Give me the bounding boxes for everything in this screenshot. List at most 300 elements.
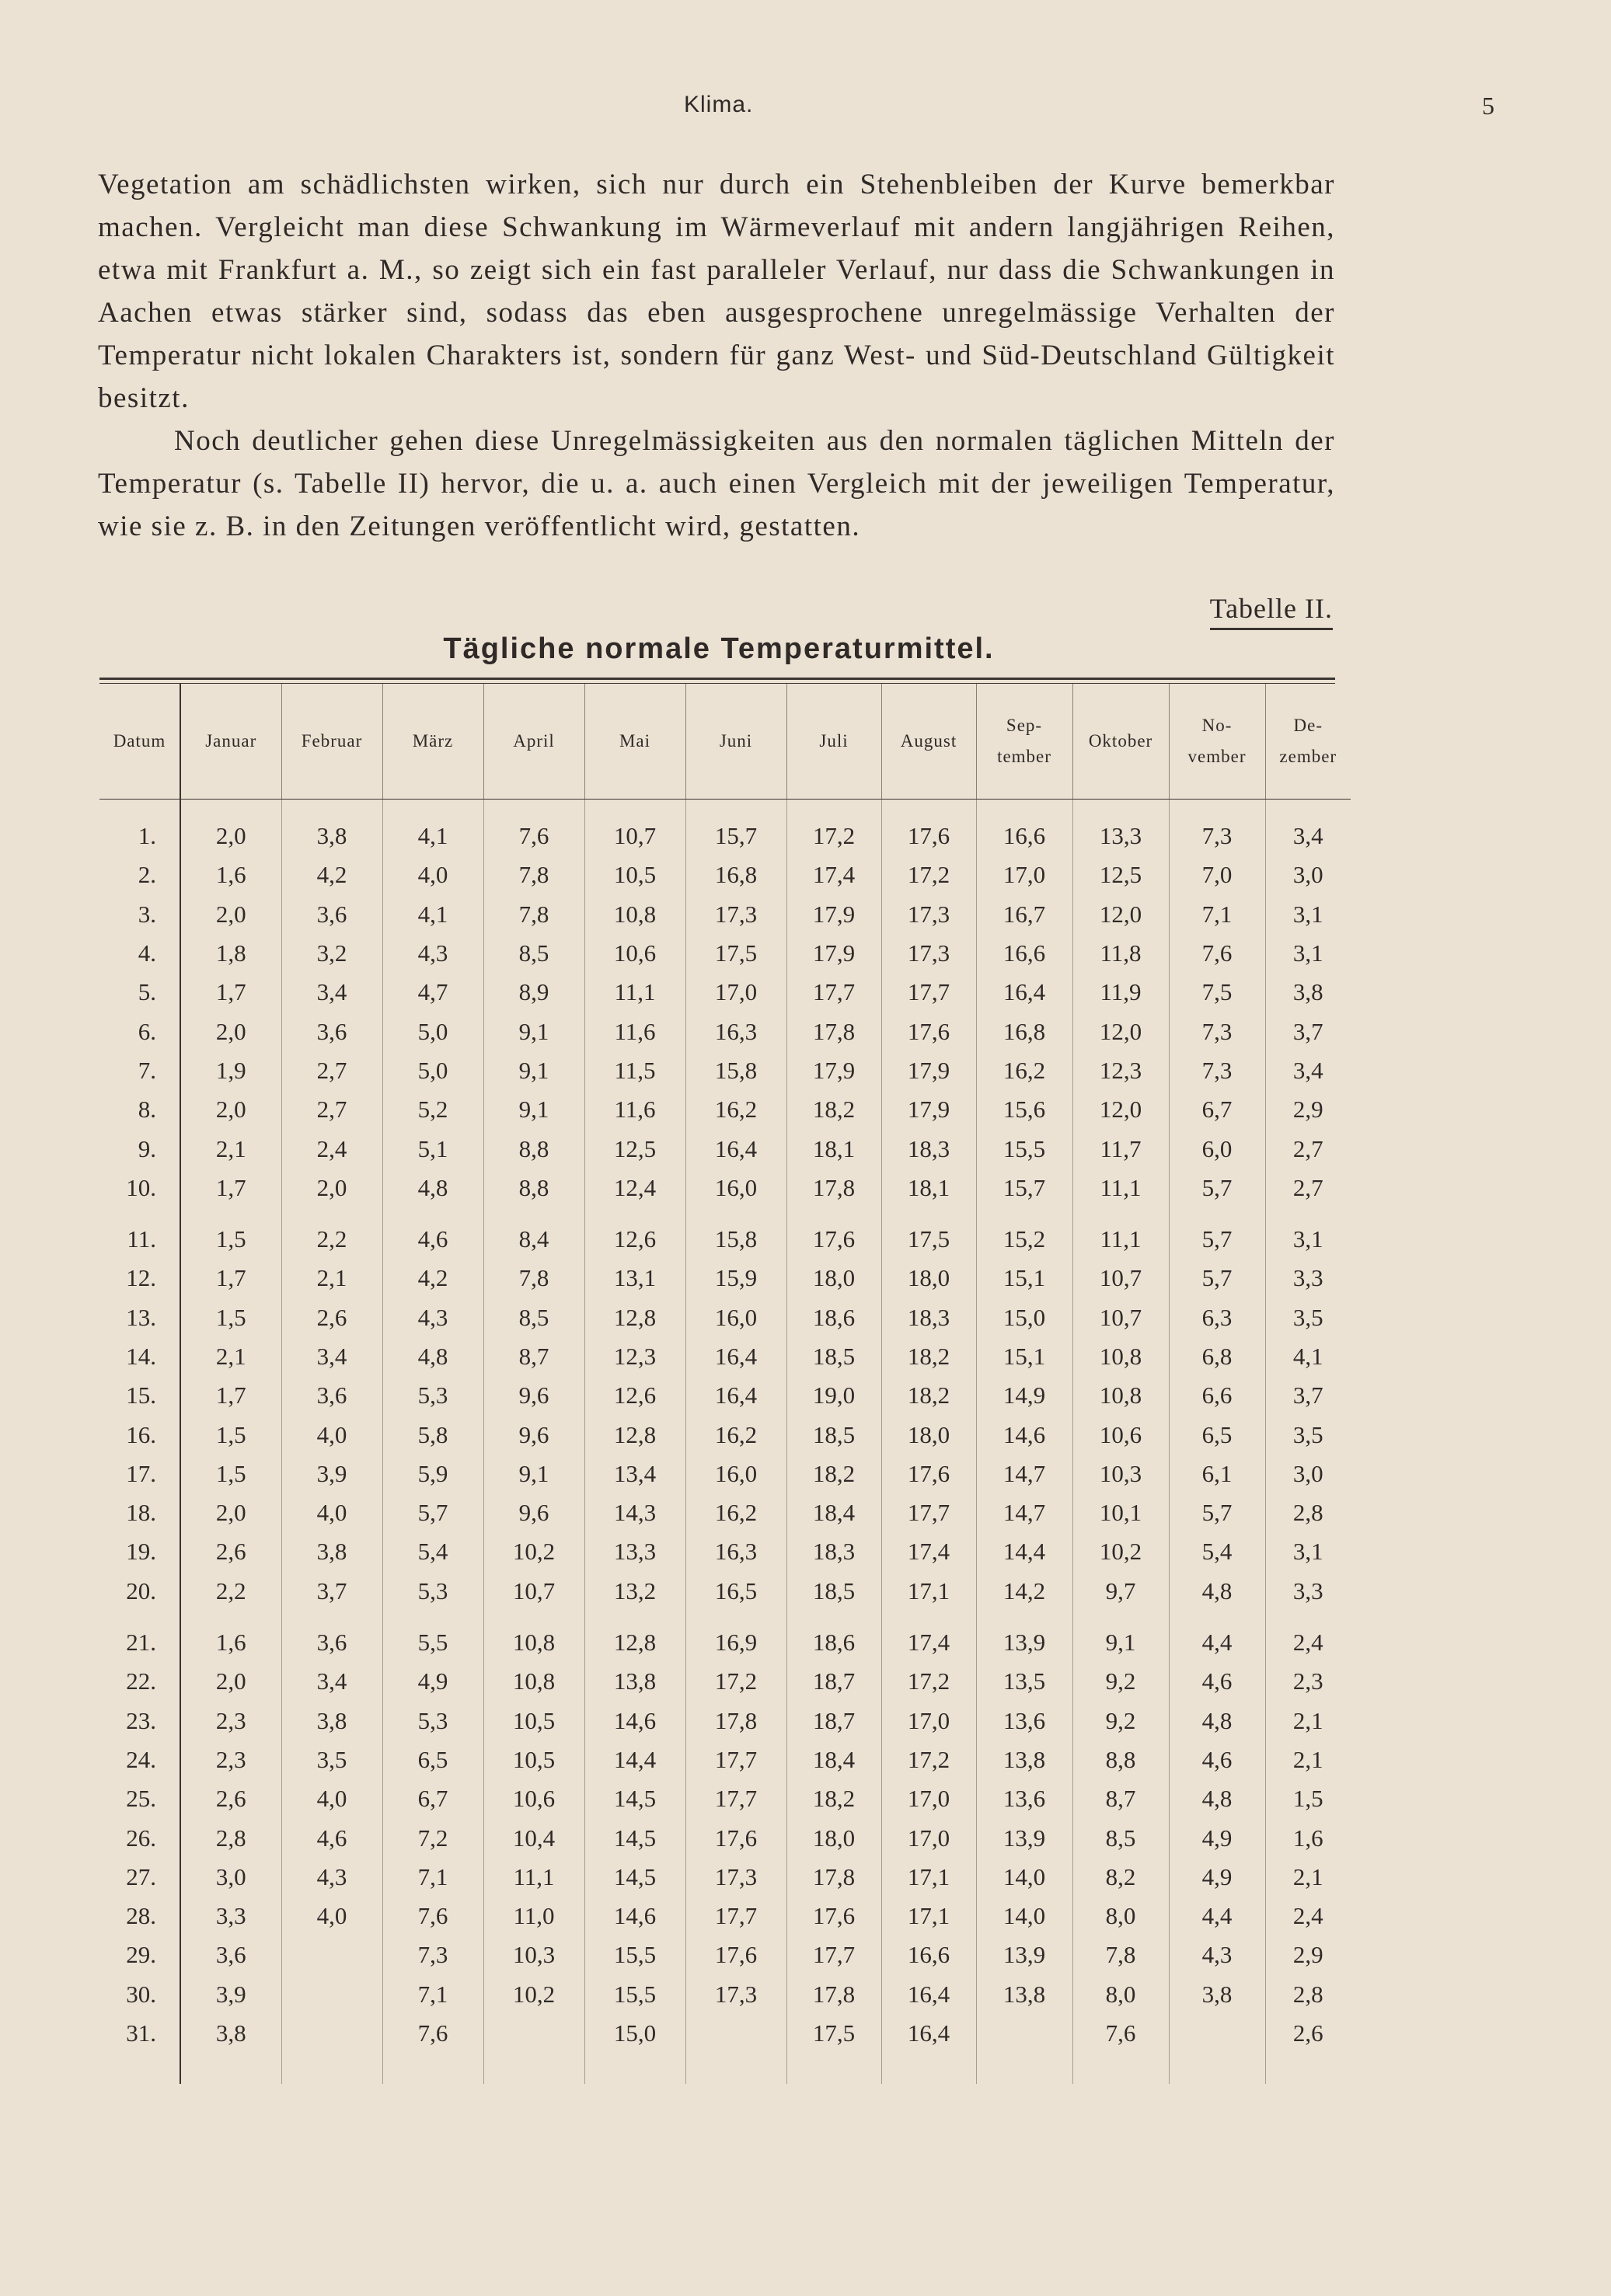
temperature-cell: 7,1 [382,1975,483,2014]
column-header-month: Juni [685,684,786,800]
temperature-cell: 17,3 [685,1975,786,2014]
temperature-cell: 17,0 [881,1702,976,1740]
temperature-cell: 17,1 [881,1858,976,1897]
date-cell: 6. [99,1012,180,1050]
temperature-cell: 17,6 [786,1207,881,1259]
temperature-cell: 2,4 [1265,1897,1351,1935]
temperature-cell: 10,5 [483,1740,584,1779]
temperature-cell: 16,0 [685,1169,786,1207]
temperature-cell: 4,6 [1169,1662,1265,1701]
temperature-cell: 14,2 [976,1572,1072,1611]
temperature-cell: 3,7 [1265,1376,1351,1415]
temperature-cell: 4,8 [1169,1702,1265,1740]
temperature-cell: 17,8 [786,1012,881,1050]
temperature-cell: 4,0 [281,1415,382,1454]
column-header-month: Januar [180,684,281,800]
temperature-cell: 8,7 [1072,1779,1169,1818]
table-row [99,1455,1351,1493]
temperature-cell: 6,7 [382,1779,483,1818]
temperature-cell: 2,6 [281,1298,382,1337]
temperature-cell: 17,4 [881,1532,976,1571]
temperature-cell: 1,5 [180,1207,281,1259]
temperature-cell: 1,6 [180,1611,281,1662]
date-cell: 23. [99,1702,180,1740]
temperature-cell: 3,6 [180,1935,281,1974]
temperature-cell: 4,0 [382,855,483,894]
temperature-cell: 10,5 [584,855,685,894]
temperature-cell: 14,5 [584,1818,685,1857]
temperature-cell: 13,2 [584,1572,685,1611]
temperature-cell: 13,9 [976,1818,1072,1857]
temperature-cell: 3,3 [1265,1259,1351,1298]
temperature-cell: 1,5 [180,1298,281,1337]
temperature-cell: 4,1 [382,800,483,856]
date-cell: 2. [99,855,180,894]
temperature-cell: 15,5 [976,1129,1072,1168]
temperature-cell: 2,2 [180,1572,281,1611]
temperature-cell: 7,3 [1169,1051,1265,1090]
temperature-cell: 17,8 [786,1975,881,2014]
temperature-cell: 8,0 [1072,1897,1169,1935]
temperature-cell: 17,7 [786,973,881,1012]
temperature-cell: 13,6 [976,1702,1072,1740]
temperature-cell: 7,6 [483,800,584,856]
temperature-cell: 3,0 [180,1858,281,1897]
table-row [99,1897,1351,1935]
temperature-cell: 13,8 [976,1975,1072,2014]
date-cell: 18. [99,1493,180,1532]
temperature-cell: 15,1 [976,1259,1072,1298]
temperature-cell: 18,2 [786,1455,881,1493]
temperature-cell: 15,8 [685,1207,786,1259]
temperature-cell: 1,5 [180,1415,281,1454]
temperature-cell: 10,4 [483,1818,584,1857]
table-top-rule [99,678,1335,680]
temperature-cell: 17,2 [786,800,881,856]
temperature-cell: 17,7 [685,1897,786,1935]
temperature-cell: 17,6 [685,1935,786,1974]
temperature-cell: 17,6 [881,800,976,856]
table-label: Tabelle II. [1210,592,1333,630]
temperature-cell: 17,6 [786,1897,881,1935]
temperature-cell: 12,8 [584,1611,685,1662]
temperature-cell: 16,4 [685,1337,786,1376]
temperature-cell: 5,5 [382,1611,483,1662]
temperature-cell: 2,1 [1265,1858,1351,1897]
temperature-cell: 16,2 [976,1051,1072,1090]
temperature-cell: 17,6 [881,1012,976,1050]
temperature-cell: 3,1 [1265,895,1351,934]
temperature-cell: 3,9 [281,1455,382,1493]
temperature-cell: 2,3 [180,1702,281,1740]
temperature-cell: 2,6 [180,1779,281,1818]
temperature-cell: 7,3 [1169,800,1265,856]
temperature-cell: 16,4 [976,973,1072,1012]
table-row [99,855,1351,894]
table-row [99,1572,1351,1611]
temperature-cell: 6,5 [1169,1415,1265,1454]
temperature-cell: 3,1 [1265,1532,1351,1571]
temperature-cell: 7,1 [382,1858,483,1897]
temperature-cell: 3,3 [1265,1572,1351,1611]
temperature-cell: 4,6 [1169,1740,1265,1779]
column-header-month: De- zember [1265,684,1351,800]
temperature-cell: 10,7 [1072,1298,1169,1337]
temperature-cell: 16,6 [976,800,1072,856]
date-cell: 17. [99,1455,180,1493]
temperature-cell: 18,0 [786,1259,881,1298]
temperature-cell: 12,5 [584,1129,685,1168]
temperature-cell: 16,6 [881,1935,976,1974]
temperature-cell: 3,0 [1265,855,1351,894]
temperature-cell: 11,1 [483,1858,584,1897]
temperature-cell: 3,9 [180,1975,281,2014]
temperature-cell: 17,9 [786,934,881,973]
temperature-cell: 3,5 [1265,1415,1351,1454]
temperature-cell: 4,9 [1169,1858,1265,1897]
temperature-cell: 3,7 [281,1572,382,1611]
temperature-cell: 12,8 [584,1298,685,1337]
temperature-cell: 3,7 [1265,1012,1351,1050]
temperature-cell: 5,3 [382,1376,483,1415]
temperature-cell: 10,7 [1072,1259,1169,1298]
column-header-month: Februar [281,684,382,800]
temperature-cell: 11,9 [1072,973,1169,1012]
temperature-cell: 17,9 [881,1051,976,1090]
temperature-cell: 1,5 [1265,1779,1351,1818]
temperature-cell: 3,6 [281,895,382,934]
temperature-grid [99,684,1351,2084]
temperature-cell: 16,2 [685,1090,786,1129]
temperature-cell: 10,8 [483,1662,584,1701]
temperature-cell: 4,3 [1169,1935,1265,1974]
temperature-cell: 18,0 [881,1415,976,1454]
temperature-cell [685,2014,786,2084]
temperature-cell: 2,1 [180,1129,281,1168]
temperature-cell: 12,5 [1072,855,1169,894]
temperature-cell: 17,7 [685,1740,786,1779]
temperature-cell: 5,7 [382,1493,483,1532]
date-cell: 24. [99,1740,180,1779]
temperature-cell: 19,0 [786,1376,881,1415]
temperature-cell: 15,6 [976,1090,1072,1129]
temperature-cell: 10,8 [483,1611,584,1662]
temperature-cell: 10,2 [1072,1532,1169,1571]
date-cell: 31. [99,2014,180,2084]
temperature-cell: 13,4 [584,1455,685,1493]
temperature-cell: 17,0 [976,855,1072,894]
temperature-cell: 3,8 [1169,1975,1265,2014]
temperature-cell: 9,1 [1072,1611,1169,1662]
table-row [99,1975,1351,2014]
temperature-cell: 12,8 [584,1415,685,1454]
temperature-cell: 6,7 [1169,1090,1265,1129]
temperature-cell: 5,7 [1169,1259,1265,1298]
temperature-cell: 3,6 [281,1012,382,1050]
temperature-cell: 14,4 [976,1532,1072,1571]
date-cell: 7. [99,1051,180,1090]
table-row [99,1662,1351,1701]
temperature-cell: 12,0 [1072,895,1169,934]
temperature-cell: 17,9 [786,1051,881,1090]
temperature-cell: 6,0 [1169,1129,1265,1168]
temperature-cell: 1,7 [180,973,281,1012]
temperature-cell: 3,1 [1265,934,1351,973]
temperature-cell: 11,5 [584,1051,685,1090]
temperature-cell: 16,4 [881,1975,976,2014]
temperature-cell: 2,1 [1265,1740,1351,1779]
temperature-cell: 7,3 [1169,1012,1265,1050]
temperature-cell: 17,1 [881,1572,976,1611]
date-cell: 30. [99,1975,180,2014]
temperature-cell: 7,1 [1169,895,1265,934]
temperature-cell [281,1935,382,1974]
date-cell: 27. [99,1858,180,1897]
temperature-cell: 13,9 [976,1935,1072,1974]
temperature-cell: 6,8 [1169,1337,1265,1376]
temperature-cell: 17,4 [786,855,881,894]
temperature-cell: 14,6 [584,1897,685,1935]
temperature-cell: 18,0 [786,1818,881,1857]
temperature-cell: 4,0 [281,1493,382,1532]
temperature-cell: 17,8 [786,1169,881,1207]
temperature-cell: 16,5 [685,1572,786,1611]
table-row [99,1935,1351,1974]
temperature-cell [281,2014,382,2084]
temperature-cell: 6,5 [382,1740,483,1779]
table-row [99,1129,1351,1168]
temperature-cell: 16,6 [976,934,1072,973]
temperature-cell: 16,3 [685,1532,786,1571]
temperature-cell: 14,7 [976,1493,1072,1532]
temperature-cell: 11,7 [1072,1129,1169,1168]
temperature-cell: 2,0 [180,1662,281,1701]
column-header-month: No- vember [1169,684,1265,800]
temperature-cell: 15,7 [685,800,786,856]
temperature-cell: 12,0 [1072,1090,1169,1129]
temperature-cell: 17,9 [881,1090,976,1129]
temperature-cell: 13,8 [584,1662,685,1701]
temperature-cell: 9,2 [1072,1702,1169,1740]
temperature-cell: 8,5 [483,1298,584,1337]
table-row [99,1818,1351,1857]
table-row [99,1611,1351,1662]
temperature-cell: 7,6 [382,1897,483,1935]
temperature-cell: 17,7 [881,1493,976,1532]
temperature-cell: 1,5 [180,1455,281,1493]
temperature-cell: 4,8 [1169,1572,1265,1611]
temperature-cell: 15,1 [976,1337,1072,1376]
date-cell: 10. [99,1169,180,1207]
temperature-cell: 7,6 [1072,2014,1169,2084]
temperature-cell: 10,8 [1072,1337,1169,1376]
temperature-cell: 17,9 [786,895,881,934]
temperature-cell: 17,6 [685,1818,786,1857]
temperature-cell: 4,3 [382,1298,483,1337]
temperature-cell: 9,1 [483,1090,584,1129]
temperature-cell: 3,8 [281,1702,382,1740]
temperature-cell: 10,3 [483,1935,584,1974]
temperature-cell: 16,8 [976,1012,1072,1050]
temperature-cell: 15,5 [584,1935,685,1974]
temperature-cell: 18,4 [786,1740,881,1779]
date-cell: 22. [99,1662,180,1701]
temperature-cell: 14,6 [584,1702,685,1740]
temperature-cell: 2,1 [1265,1702,1351,1740]
temperature-cell: 17,0 [685,973,786,1012]
temperature-cell: 2,2 [281,1207,382,1259]
temperature-cell: 4,4 [1169,1897,1265,1935]
temperature-cell: 8,4 [483,1207,584,1259]
temperature-cell: 8,0 [1072,1975,1169,2014]
temperature-cell: 13,1 [584,1259,685,1298]
temperature-cell: 4,0 [281,1897,382,1935]
temperature-cell: 2,8 [1265,1975,1351,2014]
temperature-cell: 17,2 [881,1662,976,1701]
temperature-cell: 17,8 [685,1702,786,1740]
temperature-cell: 18,7 [786,1702,881,1740]
temperature-cell: 7,8 [483,1259,584,1298]
paragraph-2: Noch deutlicher gehen diese Unregelmässigkeiten aus den normalen täglichen Mitteln der Temperatur (s. Tabelle II) hervor, die u. a. auch einen Vergleich mit der jeweiligen Temperatur, wie sie z. B. in den Zeitungen veröffentlicht wird, gestatten. [98,425,1335,542]
date-cell: 15. [99,1376,180,1415]
temperature-cell: 17,4 [881,1611,976,1662]
temperature-cell: 8,5 [483,934,584,973]
temperature-cell: 13,3 [584,1532,685,1571]
table-row [99,973,1351,1012]
temperature-cell: 2,9 [1265,1935,1351,1974]
header-row [99,684,1351,800]
table-title: Tägliche normale Temperaturmittel. [443,632,995,665]
date-cell: 19. [99,1532,180,1571]
date-cell: 29. [99,1935,180,1974]
column-header-month: März [382,684,483,800]
date-cell: 5. [99,973,180,1012]
temperature-cell: 2,0 [180,1090,281,1129]
temperature-cell: 4,8 [1169,1779,1265,1818]
temperature-cell: 2,3 [1265,1662,1351,1701]
temperature-cell: 15,5 [584,1975,685,2014]
temperature-cell: 6,3 [1169,1298,1265,1337]
temperature-cell: 5,8 [382,1415,483,1454]
temperature-cell: 17,3 [881,934,976,973]
temperature-cell: 14,0 [976,1858,1072,1897]
temperature-cell: 3,4 [1265,1051,1351,1090]
temperature-cell: 2,0 [180,1012,281,1050]
temperature-cell: 17,2 [881,855,976,894]
temperature-cell: 3,4 [281,1662,382,1701]
temperature-cell: 4,9 [1169,1818,1265,1857]
temperature-cell: 3,5 [1265,1298,1351,1337]
temperature-cell: 17,5 [685,934,786,973]
temperature-cell: 7,6 [1169,934,1265,973]
temperature-cell: 17,7 [786,1935,881,1974]
temperature-cell: 16,9 [685,1611,786,1662]
temperature-cell: 10,6 [483,1779,584,1818]
page-header [0,92,1611,131]
temperature-cell: 2,7 [281,1090,382,1129]
temperature-cell: 16,8 [685,855,786,894]
temperature-cell: 9,6 [483,1493,584,1532]
temperature-cell: 9,1 [483,1051,584,1090]
temperature-cell: 12,4 [584,1169,685,1207]
temperature-cell: 18,6 [786,1298,881,1337]
temperature-cell: 1,7 [180,1376,281,1415]
temperature-cell: 2,6 [1265,2014,1351,2084]
temperature-cell: 5,7 [1169,1493,1265,1532]
temperature-cell: 10,1 [1072,1493,1169,1532]
table-row [99,800,1351,856]
temperature-cell: 4,8 [382,1169,483,1207]
temperature-cell: 10,7 [584,800,685,856]
temperature-cell: 7,2 [382,1818,483,1857]
column-header-month: August [881,684,976,800]
temperature-cell: 3,4 [281,973,382,1012]
temperature-cell: 5,1 [382,1129,483,1168]
date-cell: 11. [99,1207,180,1259]
temperature-cell: 4,8 [382,1337,483,1376]
temperature-cell: 17,8 [786,1858,881,1897]
temperature-cell: 4,2 [382,1259,483,1298]
table-body [99,800,1351,2085]
temperature-cell: 11,6 [584,1012,685,1050]
temperature-cell: 5,3 [382,1572,483,1611]
temperature-cell: 15,2 [976,1207,1072,1259]
temperature-cell: 3,6 [281,1376,382,1415]
temperature-cell: 6,6 [1169,1376,1265,1415]
table-row [99,1415,1351,1454]
date-cell: 1. [99,800,180,856]
temperature-cell: 10,7 [483,1572,584,1611]
paragraph-1: Vegetation am schädlichsten wirken, sich nur durch ein Stehenbleiben der Kurve bemerkbar machen. Vergleicht man diese Schwankung im Wärmeverlauf mit andern langjährigen Reihen, etwa mit Frankfurt a. M., so zeigt sich ein fast paralleler Verlauf, nur dass die Schwankungen in Aachen etwas stärker sind, sodass das eben ausgesprochene unregelmässige Verhalten der Temperatur nicht lokalen Charakters ist, sondern für ganz West- und Süd-Deutschland Gültigkeit besitzt. [98,169,1335,414]
temperature-cell: 17,2 [685,1662,786,1701]
temperature-cell: 4,1 [1265,1337,1351,1376]
temperature-table [99,678,1335,2084]
temperature-cell: 3,4 [281,1337,382,1376]
temperature-cell: 5,9 [382,1455,483,1493]
temperature-cell: 16,4 [881,2014,976,2084]
temperature-cell: 18,0 [881,1259,976,1298]
temperature-cell: 12,6 [584,1207,685,1259]
temperature-cell: 14,9 [976,1376,1072,1415]
temperature-cell: 14,5 [584,1779,685,1818]
temperature-cell: 1,7 [180,1259,281,1298]
temperature-cell: 5,0 [382,1012,483,1050]
temperature-cell: 10,2 [483,1532,584,1571]
column-header-month: Oktober [1072,684,1169,800]
table-row [99,1051,1351,1090]
date-cell: 28. [99,1897,180,1935]
date-cell: 3. [99,895,180,934]
temperature-cell: 17,3 [881,895,976,934]
date-cell: 16. [99,1415,180,1454]
temperature-cell: 10,8 [584,895,685,934]
temperature-cell: 3,5 [281,1740,382,1779]
date-cell: 8. [99,1090,180,1129]
column-header-month: Juli [786,684,881,800]
temperature-cell: 16,0 [685,1455,786,1493]
temperature-cell: 10,3 [1072,1455,1169,1493]
temperature-cell: 18,5 [786,1572,881,1611]
date-cell: 21. [99,1611,180,1662]
running-title: Klima. [684,92,754,117]
temperature-cell: 10,6 [1072,1415,1169,1454]
temperature-cell: 1,9 [180,1051,281,1090]
temperature-cell: 13,5 [976,1662,1072,1701]
temperature-cell: 4,0 [281,1779,382,1818]
temperature-cell: 16,4 [685,1129,786,1168]
temperature-cell: 15,9 [685,1259,786,1298]
temperature-cell: 18,7 [786,1662,881,1701]
